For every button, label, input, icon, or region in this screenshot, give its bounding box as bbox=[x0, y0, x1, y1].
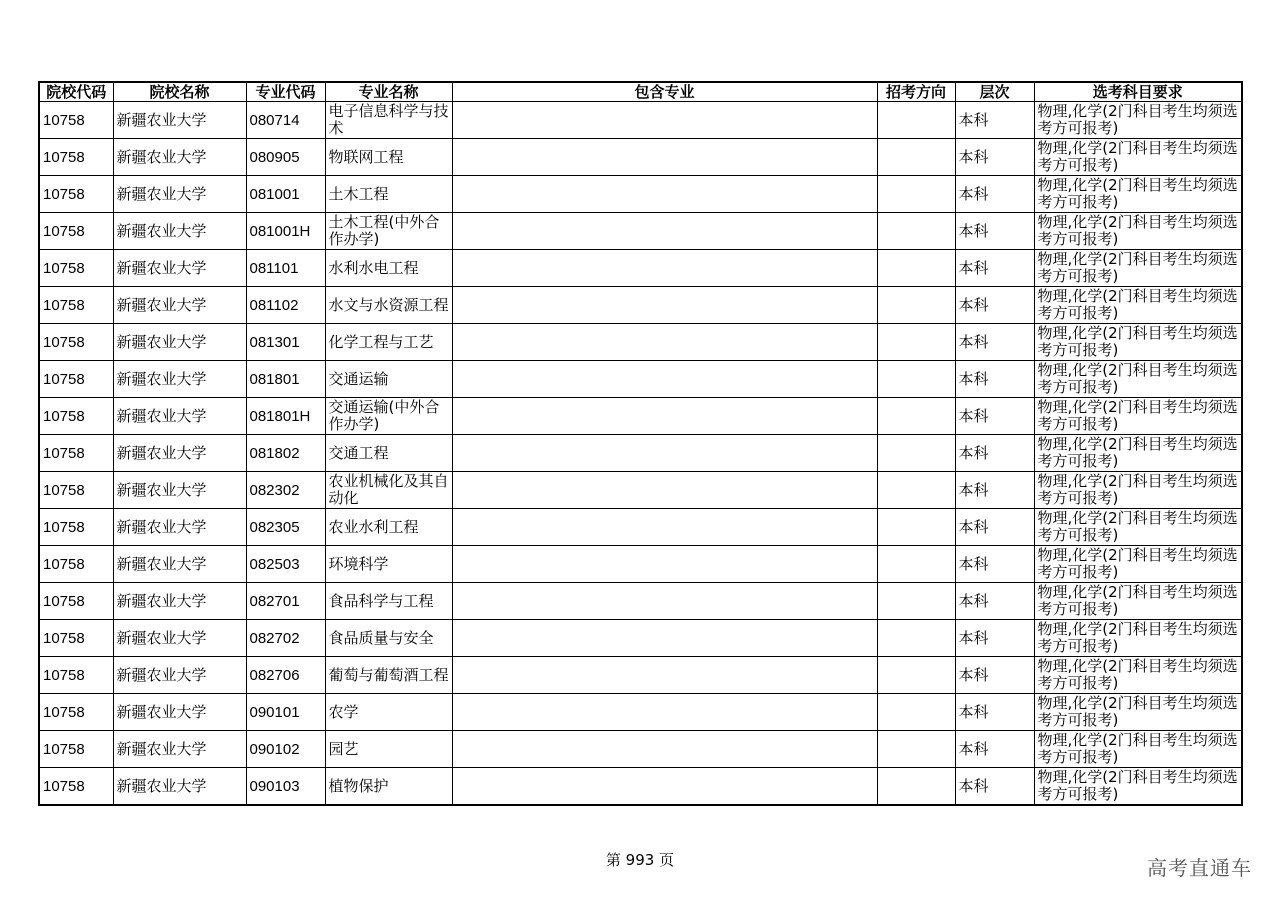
cell-major-name: 葡萄与葡萄酒工程 bbox=[325, 657, 452, 694]
cell-major-code: 081801H bbox=[246, 398, 325, 435]
cell-institution-code: 10758 bbox=[39, 213, 113, 250]
cell-level: 本科 bbox=[955, 620, 1034, 657]
cell-major-code: 082706 bbox=[246, 657, 325, 694]
cell-enrollment-direction bbox=[877, 583, 955, 620]
cell-major-name: 农业机械化及其自动化 bbox=[325, 472, 452, 509]
cell-included-majors bbox=[452, 250, 877, 287]
cell-enrollment-direction bbox=[877, 287, 955, 324]
cell-included-majors bbox=[452, 768, 877, 806]
cell-enrollment-direction bbox=[877, 620, 955, 657]
header-institution-name: 院校名称 bbox=[113, 82, 246, 102]
cell-major-name: 化学工程与工艺 bbox=[325, 324, 452, 361]
header-major-name: 专业名称 bbox=[325, 82, 452, 102]
cell-level: 本科 bbox=[955, 435, 1034, 472]
table-row bbox=[39, 176, 1242, 213]
cell-subject-requirement: 物理,化学(2门科目考生均须选考方可报考) bbox=[1034, 102, 1242, 139]
cell-institution-code: 10758 bbox=[39, 694, 113, 731]
cell-major-code: 081802 bbox=[246, 435, 325, 472]
cell-institution-name: 新疆农业大学 bbox=[113, 509, 246, 546]
cell-enrollment-direction bbox=[877, 139, 955, 176]
cell-subject-requirement: 物理,化学(2门科目考生均须选考方可报考) bbox=[1034, 287, 1242, 324]
admissions-table bbox=[38, 81, 1243, 806]
cell-institution-name: 新疆农业大学 bbox=[113, 324, 246, 361]
table-row bbox=[39, 398, 1242, 435]
cell-subject-requirement: 物理,化学(2门科目考生均须选考方可报考) bbox=[1034, 472, 1242, 509]
table-row bbox=[39, 139, 1242, 176]
cell-institution-code: 10758 bbox=[39, 398, 113, 435]
cell-subject-requirement: 物理,化学(2门科目考生均须选考方可报考) bbox=[1034, 694, 1242, 731]
cell-included-majors bbox=[452, 694, 877, 731]
cell-major-name: 土木工程(中外合作办学) bbox=[325, 213, 452, 250]
cell-institution-code: 10758 bbox=[39, 287, 113, 324]
cell-institution-name: 新疆农业大学 bbox=[113, 583, 246, 620]
cell-enrollment-direction bbox=[877, 361, 955, 398]
cell-major-code: 081102 bbox=[246, 287, 325, 324]
cell-major-code: 082701 bbox=[246, 583, 325, 620]
cell-subject-requirement: 物理,化学(2门科目考生均须选考方可报考) bbox=[1034, 620, 1242, 657]
header-institution-code: 院校代码 bbox=[39, 82, 113, 102]
cell-subject-requirement: 物理,化学(2门科目考生均须选考方可报考) bbox=[1034, 657, 1242, 694]
cell-major-code: 090102 bbox=[246, 731, 325, 768]
cell-included-majors bbox=[452, 139, 877, 176]
cell-institution-name: 新疆农业大学 bbox=[113, 361, 246, 398]
cell-level: 本科 bbox=[955, 250, 1034, 287]
cell-level: 本科 bbox=[955, 694, 1034, 731]
cell-major-code: 090101 bbox=[246, 694, 325, 731]
cell-subject-requirement: 物理,化学(2门科目考生均须选考方可报考) bbox=[1034, 324, 1242, 361]
cell-enrollment-direction bbox=[877, 213, 955, 250]
cell-subject-requirement: 物理,化学(2门科目考生均须选考方可报考) bbox=[1034, 176, 1242, 213]
table-row bbox=[39, 250, 1242, 287]
cell-subject-requirement: 物理,化学(2门科目考生均须选考方可报考) bbox=[1034, 213, 1242, 250]
cell-level: 本科 bbox=[955, 361, 1034, 398]
cell-major-code: 082702 bbox=[246, 620, 325, 657]
cell-included-majors bbox=[452, 102, 877, 139]
cell-major-name: 水利水电工程 bbox=[325, 250, 452, 287]
cell-included-majors bbox=[452, 620, 877, 657]
table-row bbox=[39, 620, 1242, 657]
table-row bbox=[39, 435, 1242, 472]
cell-level: 本科 bbox=[955, 472, 1034, 509]
cell-included-majors bbox=[452, 472, 877, 509]
cell-major-name: 食品质量与安全 bbox=[325, 620, 452, 657]
cell-institution-code: 10758 bbox=[39, 250, 113, 287]
table-row bbox=[39, 361, 1242, 398]
cell-major-code: 081101 bbox=[246, 250, 325, 287]
cell-enrollment-direction bbox=[877, 324, 955, 361]
cell-institution-code: 10758 bbox=[39, 583, 113, 620]
page-number: 第 993 页 bbox=[605, 851, 675, 869]
cell-included-majors bbox=[452, 509, 877, 546]
table-row bbox=[39, 768, 1242, 806]
cell-subject-requirement: 物理,化学(2门科目考生均须选考方可报考) bbox=[1034, 546, 1242, 583]
cell-level: 本科 bbox=[955, 731, 1034, 768]
cell-institution-code: 10758 bbox=[39, 176, 113, 213]
cell-level: 本科 bbox=[955, 287, 1034, 324]
cell-institution-name: 新疆农业大学 bbox=[113, 102, 246, 139]
cell-major-name: 电子信息科学与技术 bbox=[325, 102, 452, 139]
cell-institution-name: 新疆农业大学 bbox=[113, 694, 246, 731]
cell-subject-requirement: 物理,化学(2门科目考生均须选考方可报考) bbox=[1034, 583, 1242, 620]
cell-institution-name: 新疆农业大学 bbox=[113, 472, 246, 509]
cell-enrollment-direction bbox=[877, 657, 955, 694]
cell-enrollment-direction bbox=[877, 472, 955, 509]
cell-institution-code: 10758 bbox=[39, 657, 113, 694]
cell-included-majors bbox=[452, 657, 877, 694]
cell-subject-requirement: 物理,化学(2门科目考生均须选考方可报考) bbox=[1034, 731, 1242, 768]
cell-major-code: 081301 bbox=[246, 324, 325, 361]
cell-institution-code: 10758 bbox=[39, 472, 113, 509]
cell-included-majors bbox=[452, 583, 877, 620]
cell-level: 本科 bbox=[955, 398, 1034, 435]
cell-enrollment-direction bbox=[877, 102, 955, 139]
cell-institution-code: 10758 bbox=[39, 139, 113, 176]
cell-major-name: 水文与水资源工程 bbox=[325, 287, 452, 324]
cell-major-name: 农学 bbox=[325, 694, 452, 731]
cell-included-majors bbox=[452, 731, 877, 768]
cell-major-code: 090103 bbox=[246, 768, 325, 806]
cell-level: 本科 bbox=[955, 509, 1034, 546]
cell-institution-name: 新疆农业大学 bbox=[113, 176, 246, 213]
table-body bbox=[39, 102, 1242, 806]
cell-subject-requirement: 物理,化学(2门科目考生均须选考方可报考) bbox=[1034, 768, 1242, 806]
header-row bbox=[39, 82, 1242, 102]
cell-included-majors bbox=[452, 435, 877, 472]
cell-enrollment-direction bbox=[877, 435, 955, 472]
cell-major-name: 物联网工程 bbox=[325, 139, 452, 176]
cell-institution-code: 10758 bbox=[39, 731, 113, 768]
cell-institution-name: 新疆农业大学 bbox=[113, 620, 246, 657]
cell-major-name: 环境科学 bbox=[325, 546, 452, 583]
cell-included-majors bbox=[452, 287, 877, 324]
cell-institution-name: 新疆农业大学 bbox=[113, 398, 246, 435]
cell-subject-requirement: 物理,化学(2门科目考生均须选考方可报考) bbox=[1034, 361, 1242, 398]
cell-institution-name: 新疆农业大学 bbox=[113, 657, 246, 694]
cell-level: 本科 bbox=[955, 768, 1034, 806]
header-enrollment-direction: 招考方向 bbox=[877, 82, 955, 102]
cell-major-code: 080905 bbox=[246, 139, 325, 176]
cell-enrollment-direction bbox=[877, 694, 955, 731]
cell-included-majors bbox=[452, 176, 877, 213]
cell-level: 本科 bbox=[955, 176, 1034, 213]
header-subject-requirement: 选考科目要求 bbox=[1034, 82, 1242, 102]
table-row bbox=[39, 657, 1242, 694]
cell-major-name: 交通工程 bbox=[325, 435, 452, 472]
cell-institution-code: 10758 bbox=[39, 768, 113, 806]
cell-subject-requirement: 物理,化学(2门科目考生均须选考方可报考) bbox=[1034, 250, 1242, 287]
cell-enrollment-direction bbox=[877, 509, 955, 546]
header-level: 层次 bbox=[955, 82, 1034, 102]
cell-enrollment-direction bbox=[877, 398, 955, 435]
cell-major-name: 交通运输 bbox=[325, 361, 452, 398]
cell-level: 本科 bbox=[955, 583, 1034, 620]
header-included-majors: 包含专业 bbox=[452, 82, 877, 102]
cell-institution-code: 10758 bbox=[39, 620, 113, 657]
cell-included-majors bbox=[452, 361, 877, 398]
cell-institution-name: 新疆农业大学 bbox=[113, 546, 246, 583]
cell-included-majors bbox=[452, 324, 877, 361]
cell-enrollment-direction bbox=[877, 768, 955, 806]
cell-major-name: 农业水利工程 bbox=[325, 509, 452, 546]
cell-major-name: 园艺 bbox=[325, 731, 452, 768]
cell-major-name: 交通运输(中外合作办学) bbox=[325, 398, 452, 435]
cell-included-majors bbox=[452, 213, 877, 250]
table-row bbox=[39, 287, 1242, 324]
cell-institution-code: 10758 bbox=[39, 546, 113, 583]
cell-enrollment-direction bbox=[877, 250, 955, 287]
cell-major-code: 081801 bbox=[246, 361, 325, 398]
cell-major-code: 082503 bbox=[246, 546, 325, 583]
cell-institution-name: 新疆农业大学 bbox=[113, 731, 246, 768]
cell-major-code: 081001H bbox=[246, 213, 325, 250]
cell-subject-requirement: 物理,化学(2门科目考生均须选考方可报考) bbox=[1034, 435, 1242, 472]
cell-level: 本科 bbox=[955, 102, 1034, 139]
table-row bbox=[39, 694, 1242, 731]
cell-major-code: 082302 bbox=[246, 472, 325, 509]
table-row bbox=[39, 102, 1242, 139]
cell-institution-code: 10758 bbox=[39, 509, 113, 546]
cell-included-majors bbox=[452, 398, 877, 435]
cell-subject-requirement: 物理,化学(2门科目考生均须选考方可报考) bbox=[1034, 398, 1242, 435]
cell-institution-name: 新疆农业大学 bbox=[113, 287, 246, 324]
cell-enrollment-direction bbox=[877, 731, 955, 768]
cell-major-code: 080714 bbox=[246, 102, 325, 139]
cell-institution-name: 新疆农业大学 bbox=[113, 213, 246, 250]
cell-major-name: 植物保护 bbox=[325, 768, 452, 806]
table-row bbox=[39, 546, 1242, 583]
header-major-code: 专业代码 bbox=[246, 82, 325, 102]
cell-major-code: 082305 bbox=[246, 509, 325, 546]
cell-level: 本科 bbox=[955, 546, 1034, 583]
cell-enrollment-direction bbox=[877, 546, 955, 583]
cell-major-name: 土木工程 bbox=[325, 176, 452, 213]
table-row bbox=[39, 472, 1242, 509]
cell-institution-name: 新疆农业大学 bbox=[113, 435, 246, 472]
table-header bbox=[39, 82, 1242, 102]
cell-major-code: 081001 bbox=[246, 176, 325, 213]
cell-level: 本科 bbox=[955, 139, 1034, 176]
watermark-text: 高考直通车 bbox=[1147, 856, 1252, 880]
table-row bbox=[39, 213, 1242, 250]
table-row bbox=[39, 731, 1242, 768]
cell-institution-code: 10758 bbox=[39, 324, 113, 361]
cell-level: 本科 bbox=[955, 324, 1034, 361]
cell-subject-requirement: 物理,化学(2门科目考生均须选考方可报考) bbox=[1034, 509, 1242, 546]
cell-level: 本科 bbox=[955, 213, 1034, 250]
cell-institution-name: 新疆农业大学 bbox=[113, 250, 246, 287]
cell-institution-name: 新疆农业大学 bbox=[113, 139, 246, 176]
cell-subject-requirement: 物理,化学(2门科目考生均须选考方可报考) bbox=[1034, 139, 1242, 176]
cell-institution-code: 10758 bbox=[39, 102, 113, 139]
cell-institution-name: 新疆农业大学 bbox=[113, 768, 246, 806]
cell-included-majors bbox=[452, 546, 877, 583]
cell-enrollment-direction bbox=[877, 176, 955, 213]
cell-institution-code: 10758 bbox=[39, 361, 113, 398]
table-row bbox=[39, 324, 1242, 361]
cell-institution-code: 10758 bbox=[39, 435, 113, 472]
table-row bbox=[39, 509, 1242, 546]
table-row bbox=[39, 583, 1242, 620]
cell-major-name: 食品科学与工程 bbox=[325, 583, 452, 620]
cell-level: 本科 bbox=[955, 657, 1034, 694]
